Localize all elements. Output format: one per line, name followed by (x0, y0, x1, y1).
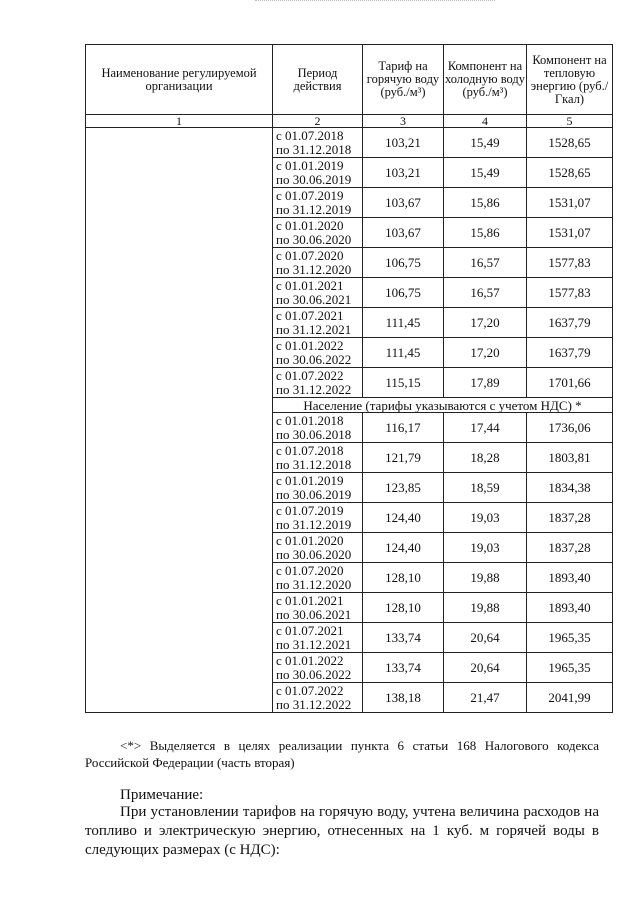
period-cell: с 01.01.2020 по 30.06.2020 (273, 218, 363, 248)
cold-water-component-cell: 17,44 (444, 413, 527, 443)
column-number: 2 (273, 115, 363, 128)
table-row (86, 128, 613, 158)
hot-water-tariff-cell: 103,67 (363, 188, 444, 218)
period-cell: с 01.01.2019 по 30.06.2019 (273, 473, 363, 503)
column-number: 3 (363, 115, 444, 128)
period-cell: с 01.07.2020 по 31.12.2020 (273, 248, 363, 278)
cold-water-component-cell: 20,64 (444, 623, 527, 653)
period-cell: с 01.07.2019 по 31.12.2019 (273, 188, 363, 218)
hot-water-tariff-cell: 106,75 (363, 278, 444, 308)
cold-water-component-cell: 17,20 (444, 308, 527, 338)
period-cell: с 01.01.2022 по 30.06.2022 (273, 653, 363, 683)
cold-water-component-cell: 17,20 (444, 338, 527, 368)
cold-water-component-cell: 15,49 (444, 128, 527, 158)
period-cell: с 01.01.2021 по 30.06.2021 (273, 593, 363, 623)
header-organization: Наименование регулируемой организации (86, 45, 273, 115)
heat-energy-component-cell: 1736,06 (527, 413, 613, 443)
heat-energy-component-cell: 1577,83 (527, 278, 613, 308)
heat-energy-component-cell: 1893,40 (527, 593, 613, 623)
period-cell: с 01.07.2018 по 31.12.2018 (273, 128, 363, 158)
heat-energy-component-cell: 1637,79 (527, 338, 613, 368)
period-cell: с 01.01.2018 по 30.06.2018 (273, 413, 363, 443)
heat-energy-component-cell: 1577,83 (527, 248, 613, 278)
hot-water-tariff-cell: 115,15 (363, 368, 444, 398)
hot-water-tariff-cell: 138,18 (363, 683, 444, 713)
cold-water-component-cell: 15,86 (444, 218, 527, 248)
period-cell: с 01.07.2018 по 31.12.2018 (273, 443, 363, 473)
column-number: 5 (527, 115, 613, 128)
cold-water-component-cell: 15,49 (444, 158, 527, 188)
heat-energy-component-cell: 1531,07 (527, 188, 613, 218)
heat-energy-component-cell: 1803,81 (527, 443, 613, 473)
footnote: <*> Выделяется в целях реализации пункта 6 статьи 168 Налогового кодекса Российской Федерации (часть вторая) (85, 738, 599, 770)
period-cell: с 01.01.2022 по 30.06.2022 (273, 338, 363, 368)
heat-energy-component-cell: 1528,65 (527, 128, 613, 158)
heat-energy-component-cell: 1637,79 (527, 308, 613, 338)
cold-water-component-cell: 19,03 (444, 533, 527, 563)
cold-water-component-cell: 16,57 (444, 248, 527, 278)
period-cell: с 01.07.2022 по 31.12.2022 (273, 683, 363, 713)
cold-water-component-cell: 21,47 (444, 683, 527, 713)
period-cell: с 01.07.2021 по 31.12.2021 (273, 308, 363, 338)
column-number: 1 (86, 115, 273, 128)
period-cell: с 01.01.2021 по 30.06.2021 (273, 278, 363, 308)
hot-water-tariff-cell: 103,21 (363, 158, 444, 188)
heat-energy-component-cell: 1965,35 (527, 623, 613, 653)
cold-water-component-cell: 18,28 (444, 443, 527, 473)
column-number-row (86, 115, 613, 128)
table-header-row (86, 45, 613, 115)
heat-energy-component-cell: 2041,99 (527, 683, 613, 713)
heat-energy-component-cell: 1893,40 (527, 563, 613, 593)
cold-water-component-cell: 19,03 (444, 503, 527, 533)
hot-water-tariff-cell: 111,45 (363, 308, 444, 338)
hot-water-tariff-cell: 116,17 (363, 413, 444, 443)
period-cell: с 01.07.2022 по 31.12.2022 (273, 368, 363, 398)
heat-energy-component-cell: 1528,65 (527, 158, 613, 188)
hot-water-tariff-cell: 103,21 (363, 128, 444, 158)
organization-cell (86, 128, 273, 713)
hot-water-tariff-cell: 133,74 (363, 653, 444, 683)
cold-water-component-cell: 15,86 (444, 188, 527, 218)
period-cell: с 01.07.2019 по 31.12.2019 (273, 503, 363, 533)
hot-water-tariff-cell: 133,74 (363, 623, 444, 653)
period-cell: с 01.07.2020 по 31.12.2020 (273, 563, 363, 593)
header-heat-energy-component: Компонент на тепловую энергию (руб./Гкал) (527, 45, 613, 115)
hot-water-tariff-cell: 106,75 (363, 248, 444, 278)
heat-energy-component-cell: 1965,35 (527, 653, 613, 683)
header-cold-water-component: Компонент на холодную воду (руб./м³) (444, 45, 527, 115)
section-population-label: Население (тарифы указываются с учетом НДС) * (273, 398, 613, 413)
cold-water-component-cell: 19,88 (444, 563, 527, 593)
hot-water-tariff-cell: 103,67 (363, 218, 444, 248)
hot-water-tariff-cell: 124,40 (363, 533, 444, 563)
header-period: Период действия (273, 45, 363, 115)
heat-energy-component-cell: 1837,28 (527, 533, 613, 563)
hot-water-tariff-cell: 123,85 (363, 473, 444, 503)
hot-water-tariff-cell: 121,79 (363, 443, 444, 473)
cold-water-component-cell: 20,64 (444, 653, 527, 683)
heat-energy-component-cell: 1834,38 (527, 473, 613, 503)
period-cell: с 01.01.2020 по 30.06.2020 (273, 533, 363, 563)
cold-water-component-cell: 18,59 (444, 473, 527, 503)
heat-energy-component-cell: 1531,07 (527, 218, 613, 248)
page-top-artifact (255, 0, 495, 5)
note-body: При установлении тарифов на горячую воду, учтена величина расходов на топливо и электрическую энергию, отнесенных на 1 куб. м горячей воды в следующих размерах (с НДС): (85, 804, 599, 858)
heat-energy-component-cell: 1701,66 (527, 368, 613, 398)
table-body (86, 128, 613, 713)
cold-water-component-cell: 17,89 (444, 368, 527, 398)
hot-water-tariff-cell: 124,40 (363, 503, 444, 533)
note-title: Примечание: (120, 787, 204, 803)
header-hot-water-tariff: Тариф на горячую воду (руб./м³) (363, 45, 444, 115)
tariff-table (85, 44, 613, 713)
hot-water-tariff-cell: 128,10 (363, 563, 444, 593)
period-cell: с 01.01.2019 по 30.06.2019 (273, 158, 363, 188)
column-number: 4 (444, 115, 527, 128)
hot-water-tariff-cell: 128,10 (363, 593, 444, 623)
hot-water-tariff-cell: 111,45 (363, 338, 444, 368)
heat-energy-component-cell: 1837,28 (527, 503, 613, 533)
cold-water-component-cell: 16,57 (444, 278, 527, 308)
cold-water-component-cell: 19,88 (444, 593, 527, 623)
period-cell: с 01.07.2021 по 31.12.2021 (273, 623, 363, 653)
